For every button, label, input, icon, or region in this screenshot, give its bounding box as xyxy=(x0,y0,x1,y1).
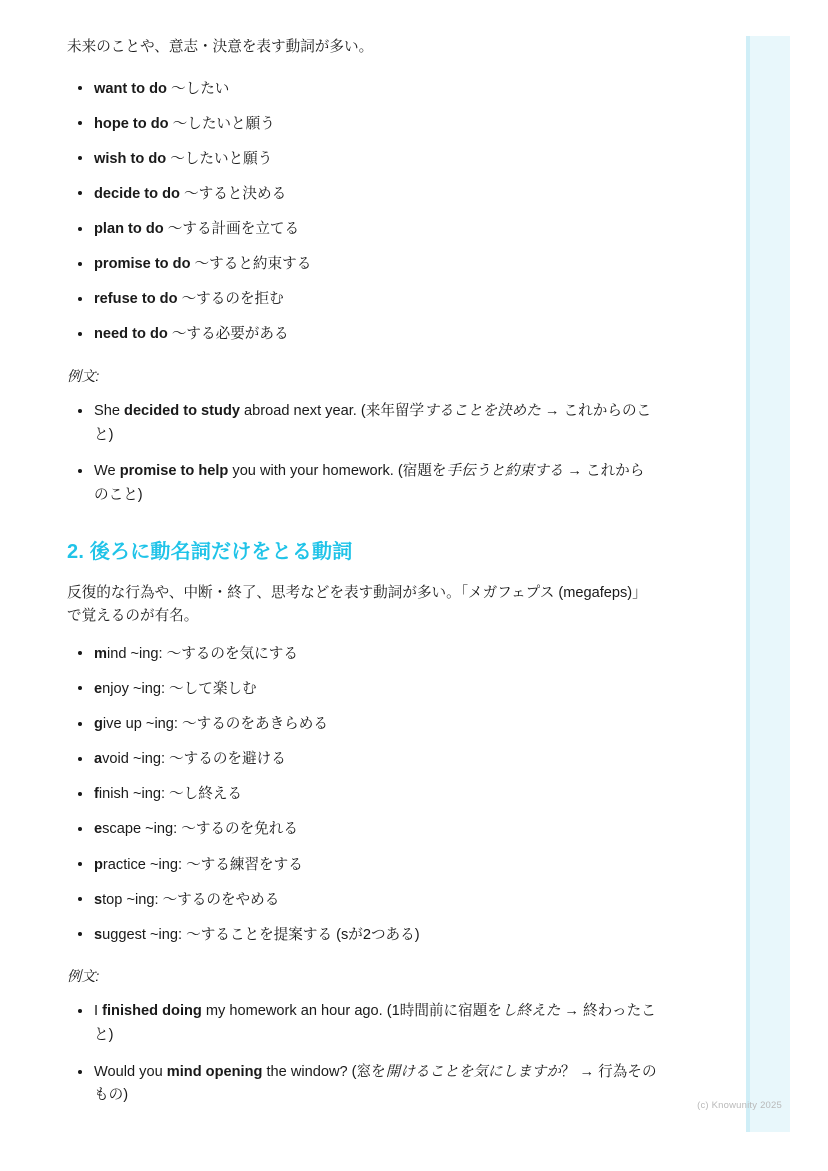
verb-meaning: 〜すると約束する xyxy=(190,256,312,273)
verb-term: decide to do xyxy=(94,185,180,202)
list-item xyxy=(67,400,657,447)
list-item xyxy=(67,818,657,841)
verb-meaning: uggest ~ing: 〜することを提案する (sが2つある) xyxy=(102,926,420,943)
sentence-end: → これからのこと) xyxy=(94,463,645,503)
list-item xyxy=(67,643,657,666)
verb-term: refuse to do xyxy=(94,291,178,308)
verb-meaning: void ~ing: 〜するのを避ける xyxy=(102,751,286,768)
footer-credit: (c) Knowunity 2025 xyxy=(697,1100,782,1111)
verb-term: hope to do xyxy=(94,115,169,132)
list-item xyxy=(67,460,657,507)
verb-term: f xyxy=(94,786,99,803)
sentence-start: I xyxy=(94,1003,103,1020)
verb-term: m xyxy=(94,645,107,662)
verb-meaning: 〜する計画を立てる xyxy=(163,221,300,238)
list-item xyxy=(67,288,657,311)
verb-term: s xyxy=(94,926,103,943)
document-content xyxy=(67,36,657,1121)
verb-term: promise to do xyxy=(94,256,191,273)
list-item xyxy=(67,748,657,771)
verb-term: g xyxy=(94,716,103,733)
verb-meaning: njoy ~ing: 〜して楽しむ xyxy=(102,680,257,697)
list-item xyxy=(67,323,657,346)
list-item xyxy=(67,1000,657,1047)
verb-term: e xyxy=(94,821,103,838)
verb-term: plan to do xyxy=(94,221,164,238)
example-label-1: 例文: xyxy=(67,369,100,386)
infinitive-verb-list xyxy=(67,78,657,346)
sentence-highlight: mind opening xyxy=(166,1063,263,1080)
verb-term: p xyxy=(94,856,103,873)
list-item xyxy=(67,183,657,206)
sentence-highlight: finished doing xyxy=(102,1003,202,1020)
verb-meaning: 〜するのを拒む xyxy=(177,291,284,308)
list-item xyxy=(67,889,657,912)
verb-meaning: top ~ing: 〜するのをやめる xyxy=(102,891,280,908)
sentence-middle: the window? (窓を xyxy=(262,1063,386,1080)
example-sentence-list-2 xyxy=(67,1000,657,1108)
verb-term: e xyxy=(94,680,103,697)
translation-emphasis: 開けることを気にしますか xyxy=(385,1063,561,1080)
list-item xyxy=(67,148,657,171)
verb-meaning: ractice ~ing: 〜する練習をする xyxy=(102,856,303,873)
sentence-end: ？ → 行為そのもの) xyxy=(94,1063,657,1104)
list-item xyxy=(67,678,657,701)
sentence-highlight: promise to help xyxy=(119,463,229,480)
list-item xyxy=(67,1061,657,1108)
sentence-middle: abroad next year. (来年留学 xyxy=(239,403,425,420)
section-2-heading: 2. 後ろに動名詞だけをとる動詞 xyxy=(67,540,353,563)
verb-meaning: 〜すると決める xyxy=(179,185,287,202)
gerund-verb-list xyxy=(67,643,657,946)
verb-term: s xyxy=(94,891,103,908)
verb-term: wish to do xyxy=(94,150,167,167)
verb-meaning: inish ~ing: 〜し終える xyxy=(98,786,243,803)
list-item xyxy=(67,218,657,241)
list-item xyxy=(67,854,657,877)
translation-emphasis: し終えた xyxy=(501,1003,561,1020)
sentence-middle: you with your homework. (宿題を xyxy=(228,463,447,480)
list-item xyxy=(67,113,657,136)
sentence-highlight: decided to study xyxy=(124,403,240,420)
verb-term: need to do xyxy=(94,326,168,343)
list-item xyxy=(67,783,657,806)
sentence-middle: my homework an hour ago. (1時間前に宿題を xyxy=(201,1003,502,1020)
section-2-paragraph: 反復的な行為や、中断・終了、思考などを表す動詞が多い。「メガフェプス (megafeps)」で覚えるのが有名。 xyxy=(67,584,647,625)
example-sentence-list-1 xyxy=(67,400,657,508)
verb-term: want to do xyxy=(94,80,167,97)
page-edge-panel xyxy=(750,36,790,1132)
sentence-start: We xyxy=(94,463,120,480)
sentence-start: She xyxy=(94,403,125,420)
verb-meaning: ind ~ing: 〜するのを気にする xyxy=(106,645,298,662)
sentence-start: Would you xyxy=(94,1063,167,1080)
sentence-end: → 終わったこと) xyxy=(94,1003,656,1043)
intro-paragraph: 未来のことや、意志・決意を表す動詞が多い。 xyxy=(67,39,374,55)
verb-meaning: 〜したいと願う xyxy=(166,150,273,167)
list-item xyxy=(67,713,657,736)
list-item xyxy=(67,78,657,101)
verb-meaning: scape ~ing: 〜するのを免れる xyxy=(102,821,298,838)
translation-emphasis: することを決めた xyxy=(424,403,541,420)
verb-meaning: 〜する必要がある xyxy=(167,326,289,343)
verb-meaning: 〜したいと願う xyxy=(168,115,275,132)
example-label-2: 例文: xyxy=(67,969,100,986)
translation-emphasis: 手伝うと約束する xyxy=(446,463,564,480)
list-item xyxy=(67,924,657,947)
sentence-end: → これからのこと) xyxy=(94,403,652,443)
verb-meaning: ive up ~ing: 〜するのをあきらめる xyxy=(102,716,328,733)
verb-meaning: 〜したい xyxy=(166,80,230,97)
verb-term: a xyxy=(94,751,103,768)
list-item xyxy=(67,253,657,276)
